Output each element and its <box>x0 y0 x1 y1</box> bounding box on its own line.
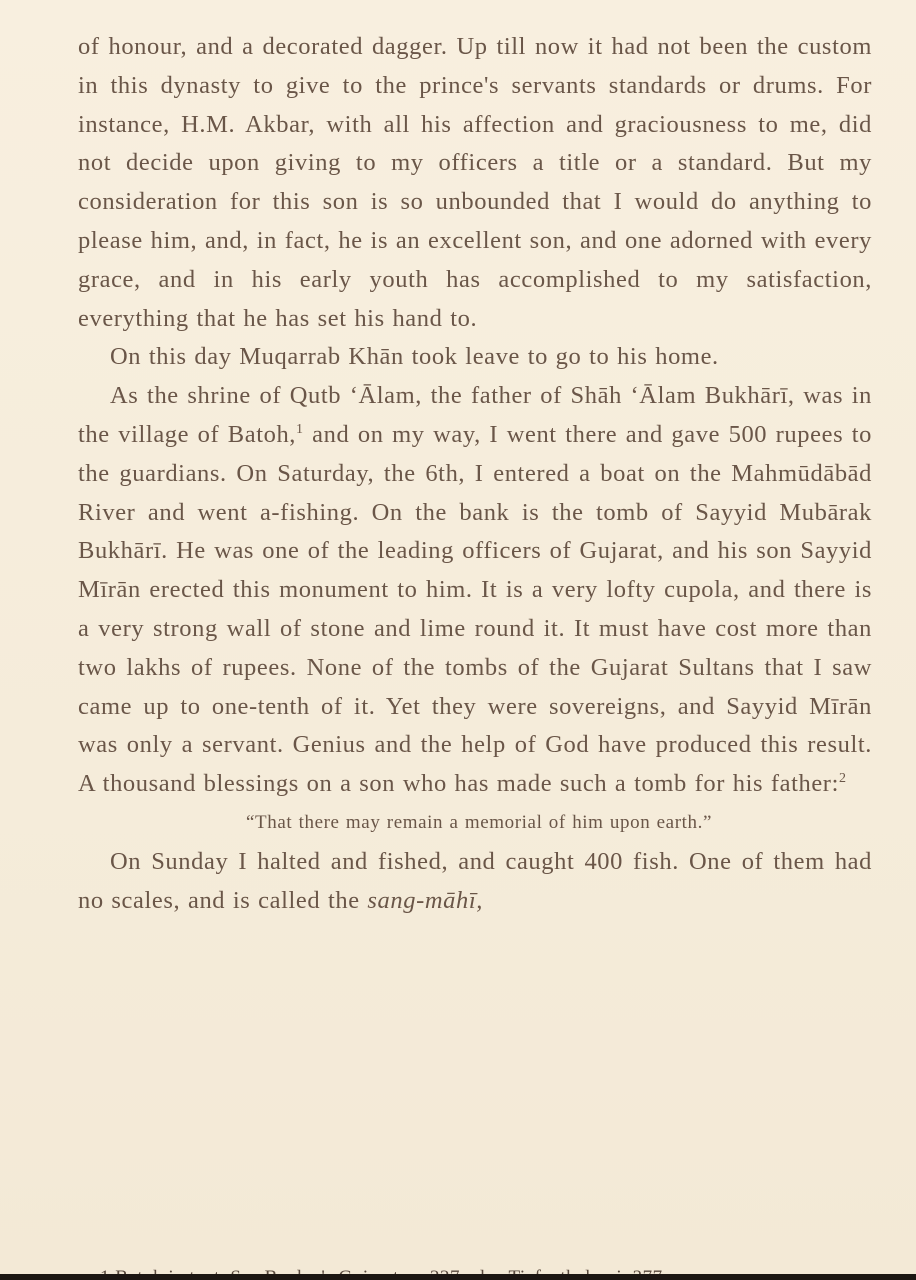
text-line: help of God have produced this result. A thousand <box>78 731 872 798</box>
text-line: everything that he has set his hand to. <box>78 304 478 332</box>
text-line: Bukhārī, was in the village of Batoh, <box>78 382 873 448</box>
text-line: decide upon giving to my officers a title or a standard. <box>126 149 773 177</box>
bottom-edge-shadow <box>0 1274 916 1280</box>
quotation: “That there may remain a memorial of him upon earth.” <box>245 811 713 833</box>
text-line: One of them had no scales, and is called the <box>78 847 872 914</box>
footnote-marker: 1 <box>296 421 304 437</box>
text-line: On this day Muqarrab Khān took leave to go to his <box>110 343 648 371</box>
text-line: I would do anything to please him, and, in fact, he is <box>78 188 872 254</box>
text-line: this monument to him. It is a very lofty cupola, and <box>232 576 786 604</box>
text-line: River and went a-fishing. On the bank is the tomb of <box>78 498 683 526</box>
body-text <box>78 28 872 921</box>
paragraph-3 <box>78 377 872 804</box>
text-line: servants standards or drums. For instance, H.M. Akbar, <box>78 71 872 138</box>
text-line: None of the tombs of the Gujarat Sultans that I saw <box>306 653 872 681</box>
text-line: in his early youth has accomplished to my satisfaction, <box>213 265 872 293</box>
text-line: and Sayyid Mīrān was only a servant. Genius and the <box>78 692 872 759</box>
paragraph-1 <box>78 28 872 338</box>
text-line: and on my way, <box>303 420 481 448</box>
text-line: of honour, and a decorated dagger. Up till now it had <box>78 33 649 60</box>
text-line: there is a very strong wall of stone and lime round <box>78 576 872 642</box>
text-line: officers of Gujarat, and his son Sayyid Mīrān erected <box>78 537 873 604</box>
text-line: Sayyid Mubārak Bukhārī. He was one of the leading <box>78 498 873 565</box>
paragraph-4 <box>78 843 872 921</box>
text-line: an excellent son, and one adorned with every grace, and <box>78 226 872 293</box>
text-line: blessings on a son who has made such a tomb for his <box>203 770 764 798</box>
text-line: father: <box>770 770 839 798</box>
text-line: But my consideration for this son is so unbounded that <box>78 149 872 216</box>
text-line: home. <box>655 343 719 371</box>
paragraph-2 <box>78 338 872 377</box>
text-line: Saturday, the 6th, I entered a boat on the Mahmūdābād <box>277 459 873 487</box>
text-line: with all his affection and graciousness to me, did not <box>78 110 872 177</box>
text-line: On Sunday I halted and fished, and caught 400 fish. <box>110 847 679 875</box>
text-line: I went there and gave 500 rupees to the guardians. On <box>78 420 872 487</box>
text-line: not been the custom in this dynasty to give to the prince's <box>78 33 872 99</box>
text-line: As the shrine of Qutb ʻĀlam, the father of Shāh ʻĀlam <box>110 382 697 410</box>
italic-term: sang-māhī, <box>367 886 483 914</box>
footnote-marker: 2 <box>838 770 847 786</box>
text-line: came up to one-tenth of it. Yet they were sovereigns, <box>78 692 667 720</box>
text-line: it. It must have cost more than two lakhs of rupees. <box>78 614 872 681</box>
